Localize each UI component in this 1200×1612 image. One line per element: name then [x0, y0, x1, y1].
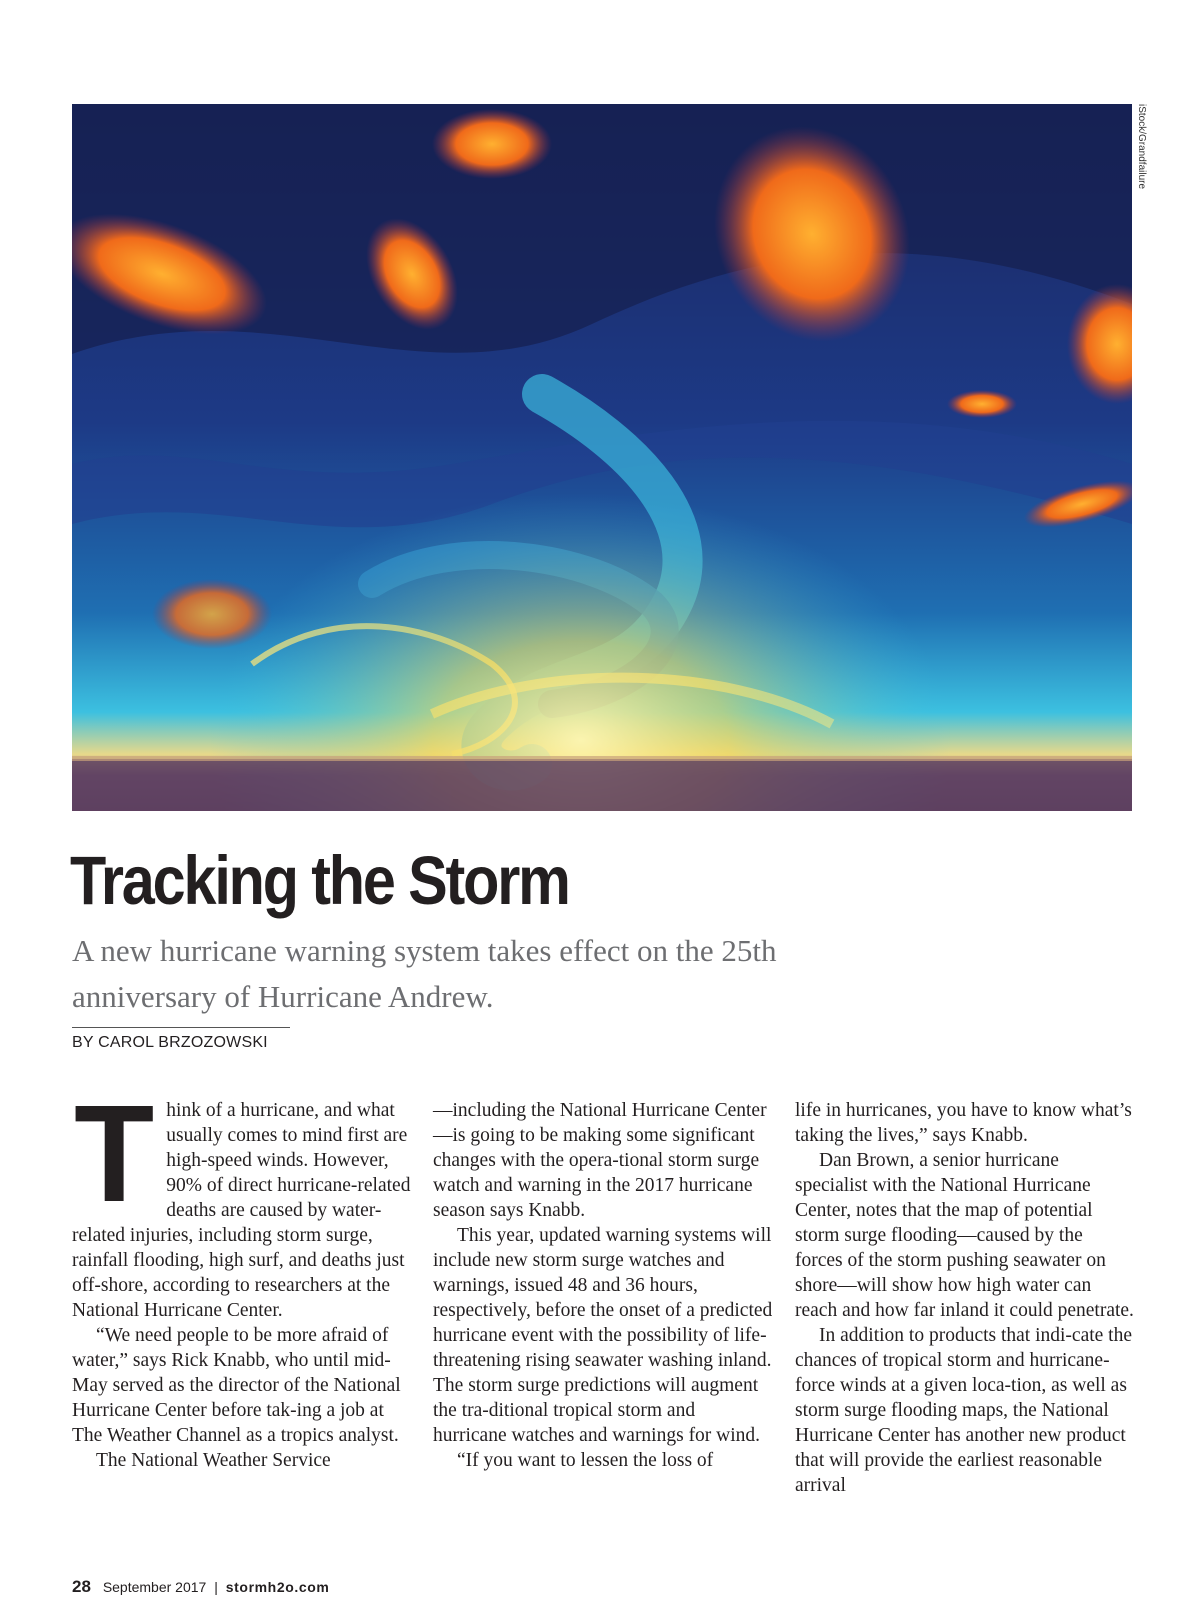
hurricane-painting-image: [72, 104, 1132, 811]
article-subtitle: A new hurricane warning system takes effect on the 25th anniversary of Hurricane Andrew.: [72, 933, 777, 1014]
paragraph: Dan Brown, a senior hurricane specialist with the National Hurricane Center, notes that the map of potential storm surge flooding—caused by the forces of the storm pushing seawater on shore—will show how high water can reach and how far inland it could penetrate.: [795, 1150, 1134, 1321]
paragraph: “If you want to lessen the loss of: [457, 1450, 714, 1471]
paragraph: This year, updated warning systems will include new storm surge watches and warnings, issued 48 and 36 hours, respectively, before the onset of a predicted hurricane event with the possibility of life-threatening rising seawater washing inland. The storm surge predictions will augment the tra-ditional tropical storm and hurricane watches and warnings for wind.: [433, 1225, 773, 1446]
drop-cap: T: [74, 1077, 155, 1231]
body-column-2: [433, 1098, 773, 1473]
paragraph: The National Weather Service: [96, 1450, 331, 1471]
byline-rule: [72, 1027, 290, 1028]
article-title: Tracking the Storm: [70, 842, 569, 919]
paragraph: “We need people to be more afraid of water,” says Rick Knabb, who until mid-May served as the director of the National Hurricane Center before tak-ing a job at The Weather Channel as a tropics analyst.: [72, 1325, 401, 1446]
paragraph: life in hurricanes, you have to know what’s taking the lives,” says Knabb.: [795, 1100, 1132, 1146]
paragraph: In addition to products that indi-cate the chances of tropical storm and hurricane-force winds at a given loca-tion, as well as storm surge flooding maps, the National Hurricane Center has another new product that will provide the earliest reasonable arrival: [795, 1325, 1132, 1496]
issue-date: September 2017: [102, 1579, 207, 1595]
byline: BY CAROL BRZOZOWSKI: [72, 1034, 268, 1051]
body-column-3: [795, 1098, 1135, 1498]
paragraph: —including the National Hurricane Center—is going to be making some significant changes with the opera-tional storm surge watch and warning in the 2017 hurricane season says Knabb.: [433, 1100, 767, 1221]
paragraph: hink of a hurricane, and what usually comes to mind first are high-speed winds. However, 90% of direct hurricane-related deaths are caused by water-related injuries, including storm surge, rainfall flooding, high surf, and deaths just off-shore, according to researchers at the National Hurricane Center.: [72, 1100, 411, 1321]
footer-separator: |: [214, 1579, 218, 1595]
page-footer: [72, 1577, 329, 1597]
page-number: 28: [72, 1577, 91, 1596]
website-link[interactable]: stormh2o.com: [225, 1579, 330, 1595]
photo-credit: iStock/Grandfailure: [1136, 104, 1147, 190]
body-column-1: [72, 1077, 412, 1473]
